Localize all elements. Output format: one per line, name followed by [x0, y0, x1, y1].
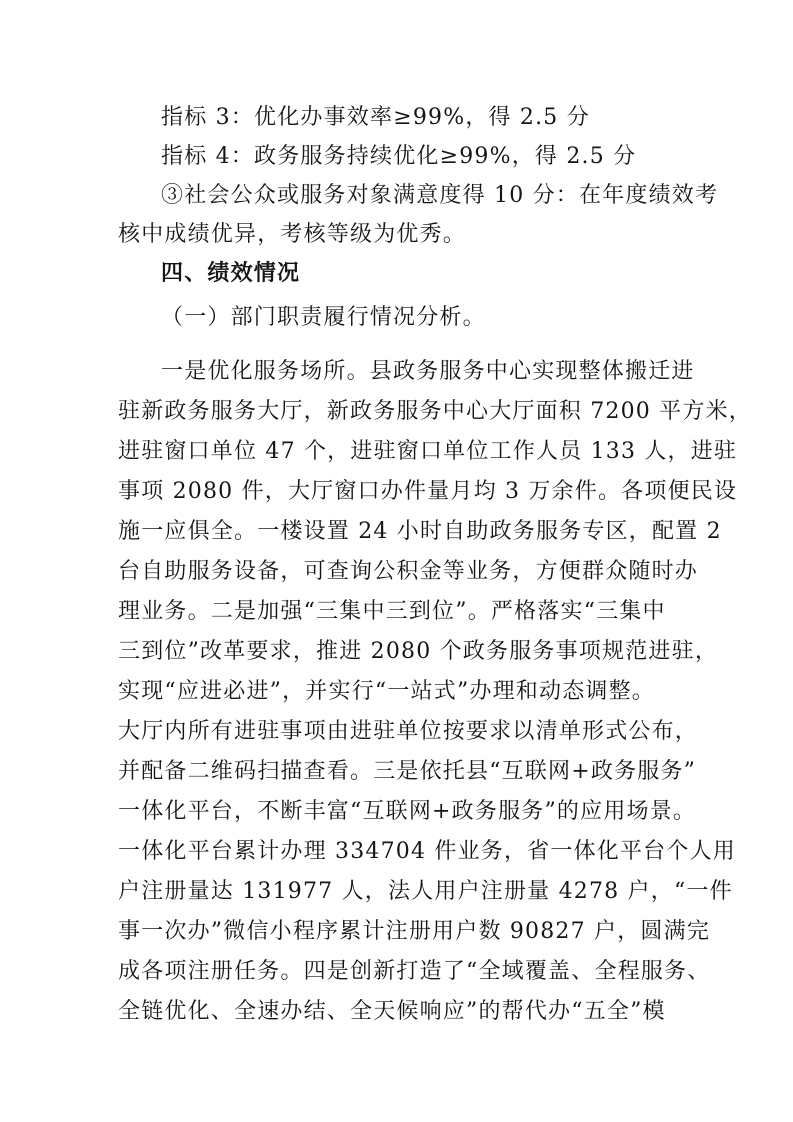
body-line: 三到位”改革要求，推进 2080 个政务服务事项规范进驻，	[118, 639, 719, 664]
body-line: 成各项注册任务。四是创新打造了“全域覆盖、全程服务、	[118, 959, 711, 984]
body-line: 实现“应进必进”，并实行“一站式”办理和动态调整。	[118, 679, 655, 704]
body-line: 施一应俱全。一楼设置 24 小时自助政务服务专区，配置 2	[118, 519, 722, 544]
body-line: 事项 2080 件，大厅窗口办件量月均 3 万余件。各项便民设	[118, 479, 738, 504]
body-line: 全链优化、全速办结、全天候响应”的帮代办“五全”模	[118, 999, 666, 1024]
body-line: 进驻窗口单位 47 个，进驻窗口单位工作人员 133 人，进驻	[118, 439, 738, 464]
body-line: 一是优化服务场所。县政务服务中心实现整体搬迁进	[161, 359, 695, 384]
body-line: 大厅内所有进驻事项由进驻单位按要求以清单形式公布，	[118, 719, 699, 744]
indicator-3-line: 指标 3：优化办事效率≥99%，得 2.5 分	[161, 105, 590, 130]
satisfaction-line-1: ③社会公众或服务对象满意度得 10 分：在年度绩效考	[161, 183, 719, 208]
indicator-4-line: 指标 4：政务服务持续优化≥99%，得 2.5 分	[161, 144, 637, 169]
subsection-heading: （一）部门职责履行情况分析。	[161, 305, 486, 330]
body-line: 户注册量达 131977 人，法人用户注册量 4278 户，“一件	[118, 879, 733, 904]
section-heading: 四、绩效情况	[161, 261, 301, 286]
body-line: 并配备二维码扫描查看。三是依托县“互联网+政务服务”	[118, 759, 697, 784]
body-line: 事一次办”微信小程序累计注册用户数 90827 户，圆满完	[118, 919, 711, 944]
satisfaction-line-2: 核中成绩优异，考核等级为优秀。	[118, 222, 467, 247]
body-line: 台自助服务设备，可查询公积金等业务，方便群众随时办	[118, 559, 699, 584]
body-line: 理业务。二是加强“三集中三到位”。严格落实“三集中	[118, 599, 666, 624]
body-line: 一体化平台，不断丰富“互联网+政务服务”的应用场景。	[118, 799, 697, 824]
body-line: 一体化平台累计办理 334704 件业务，省一体化平台个人用	[118, 839, 736, 864]
body-line: 驻新政务服务大厅，新政务服务中心大厅面积 7200 平方米，	[118, 399, 752, 424]
